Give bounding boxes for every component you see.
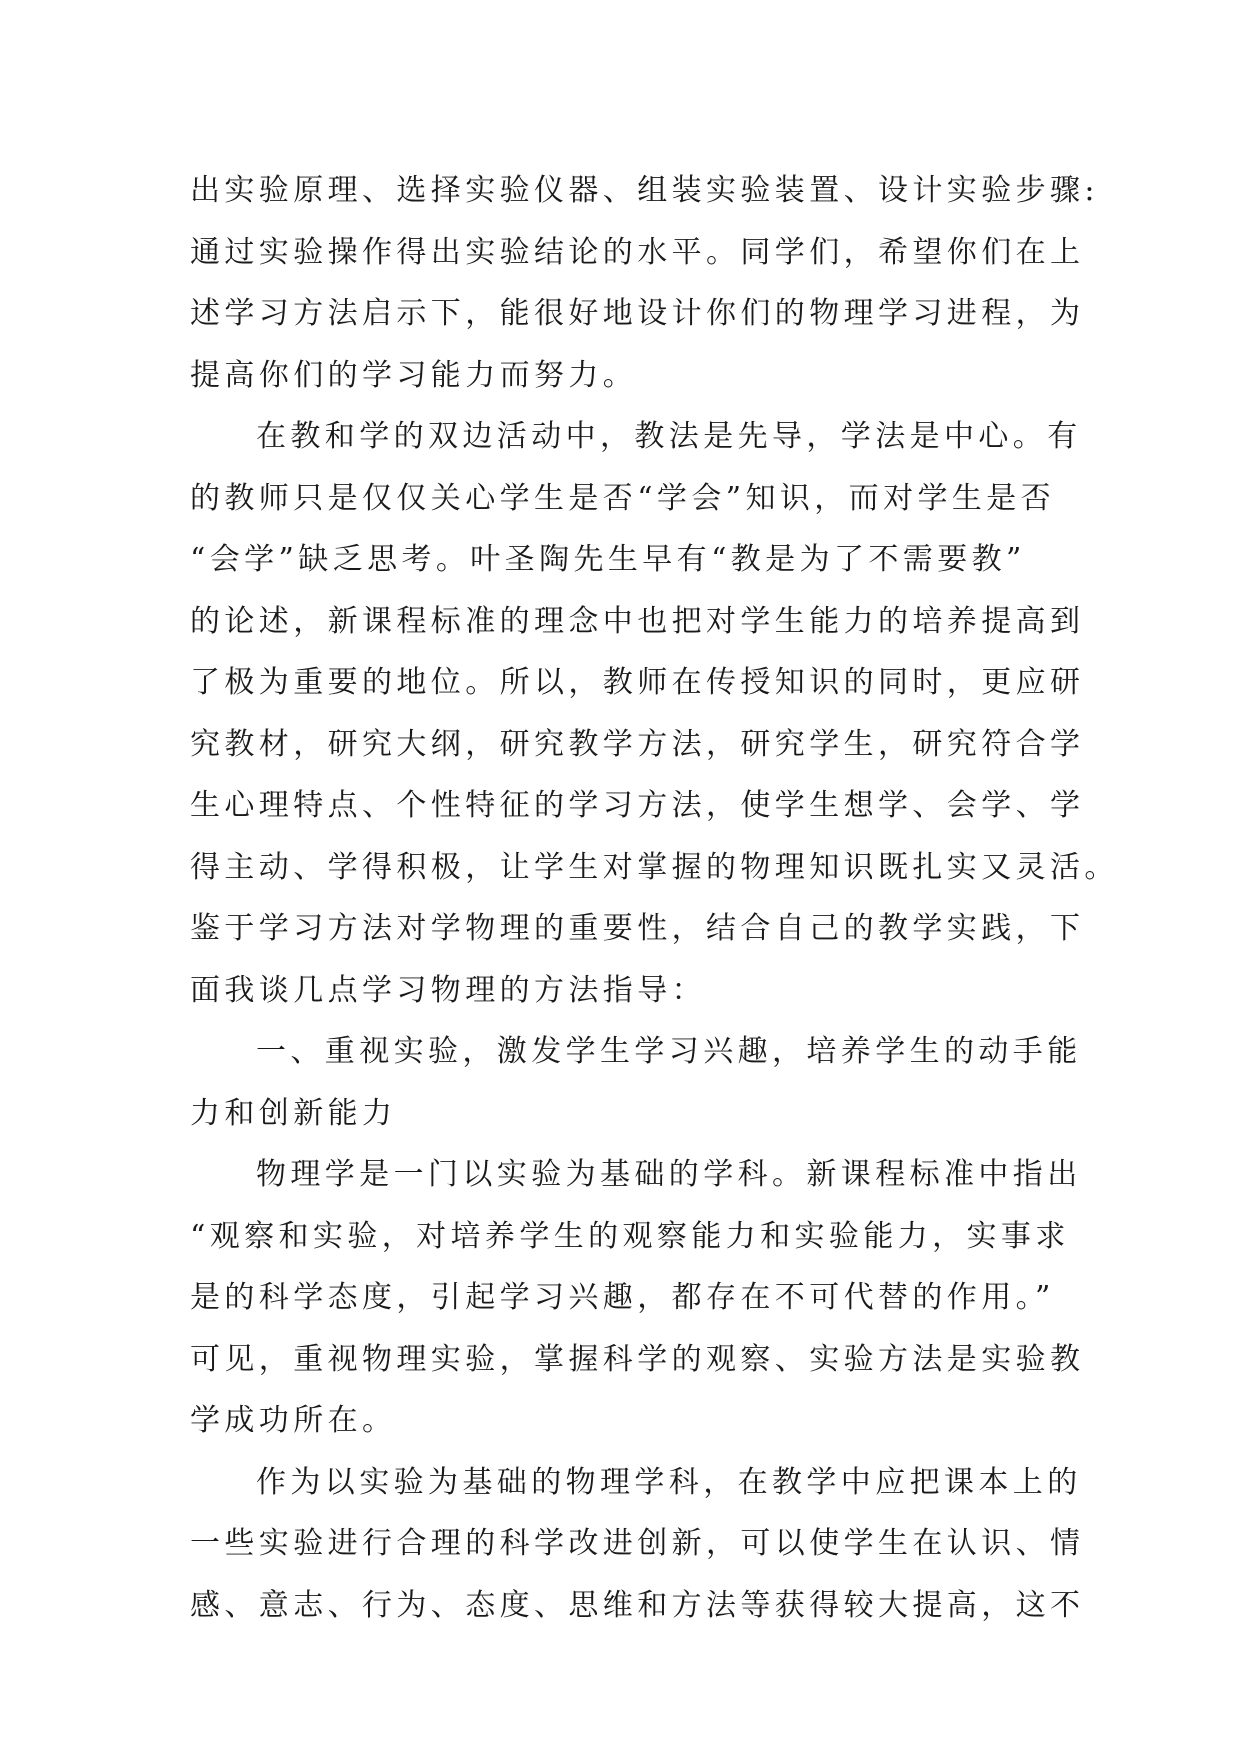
text-line: “观察和实验，对培养学生的观察能力和实验能力，实事求 — [190, 1218, 1070, 1254]
section-heading-line: 力和创新能力 — [190, 1095, 397, 1131]
document-body — [190, 160, 1119, 1636]
text-line: 得主动、学得积极，让学生对掌握的物理知识既扎实又灵活。 — [190, 849, 1119, 885]
text-line: 提高你们的学习能力而努力。 — [190, 357, 638, 393]
text-line: 一些实验进行合理的科学改进创新，可以使学生在认识、情 — [190, 1526, 1085, 1561]
paragraph-first-line: 在教和学的双边活动中，教法是先导，学法是中心。有 — [256, 419, 1082, 454]
text-line: “会学”缺乏思考。叶圣陶先生早有“教是为了不需要教” — [190, 542, 1026, 577]
text-line: 的教师只是仅仅关心学生是否“学会”知识，而对学生是否 — [190, 480, 1056, 516]
text-line: 通过实验操作得出实验结论的水平。同学们，希望你们在上 — [190, 234, 1085, 270]
text-line: 可见，重视物理实验，掌握科学的观察、实验方法是实验教 — [190, 1341, 1085, 1377]
text-line: 生心理特点、个性特征的学习方法，使学生想学、会学、学 — [190, 788, 1085, 823]
text-line: 的论述，新课程标准的理念中也把对学生能力的培养提高到 — [190, 603, 1085, 639]
text-line: 述学习方法启示下，能很好地设计你们的物理学习进程，为 — [190, 296, 1085, 331]
text-line: 感、意志、行为、态度、思维和方法等获得较大提高，这不 — [190, 1587, 1085, 1623]
text-line: 鉴于学习方法对学物理的重要性，结合自己的教学实践，下 — [190, 911, 1085, 946]
text-line: 究教材，研究大纲，研究教学方法，研究学生，研究符合学 — [190, 726, 1085, 762]
section-heading-line: 一、重视实验，激发学生学习兴趣，培养学生的动手能 — [256, 1034, 1082, 1069]
text-line: 了极为重要的地位。所以，教师在传授知识的同时，更应研 — [190, 665, 1085, 700]
paragraph-first-line: 物理学是一门以实验为基础的学科。新课程标准中指出 — [256, 1157, 1082, 1192]
text-line: 学成功所在。 — [190, 1403, 397, 1438]
text-line: 出实验原理、选择实验仪器、组装实验装置、设计实验步骤: — [190, 173, 1099, 208]
paragraph-first-line: 作为以实验为基础的物理学科，在教学中应把课本上的 — [256, 1464, 1082, 1500]
text-line: 是的科学态度，引起学习兴趣，都存在不可代替的作用。” — [190, 1280, 1055, 1315]
text-line: 面我谈几点学习物理的方法指导： — [190, 972, 706, 1008]
